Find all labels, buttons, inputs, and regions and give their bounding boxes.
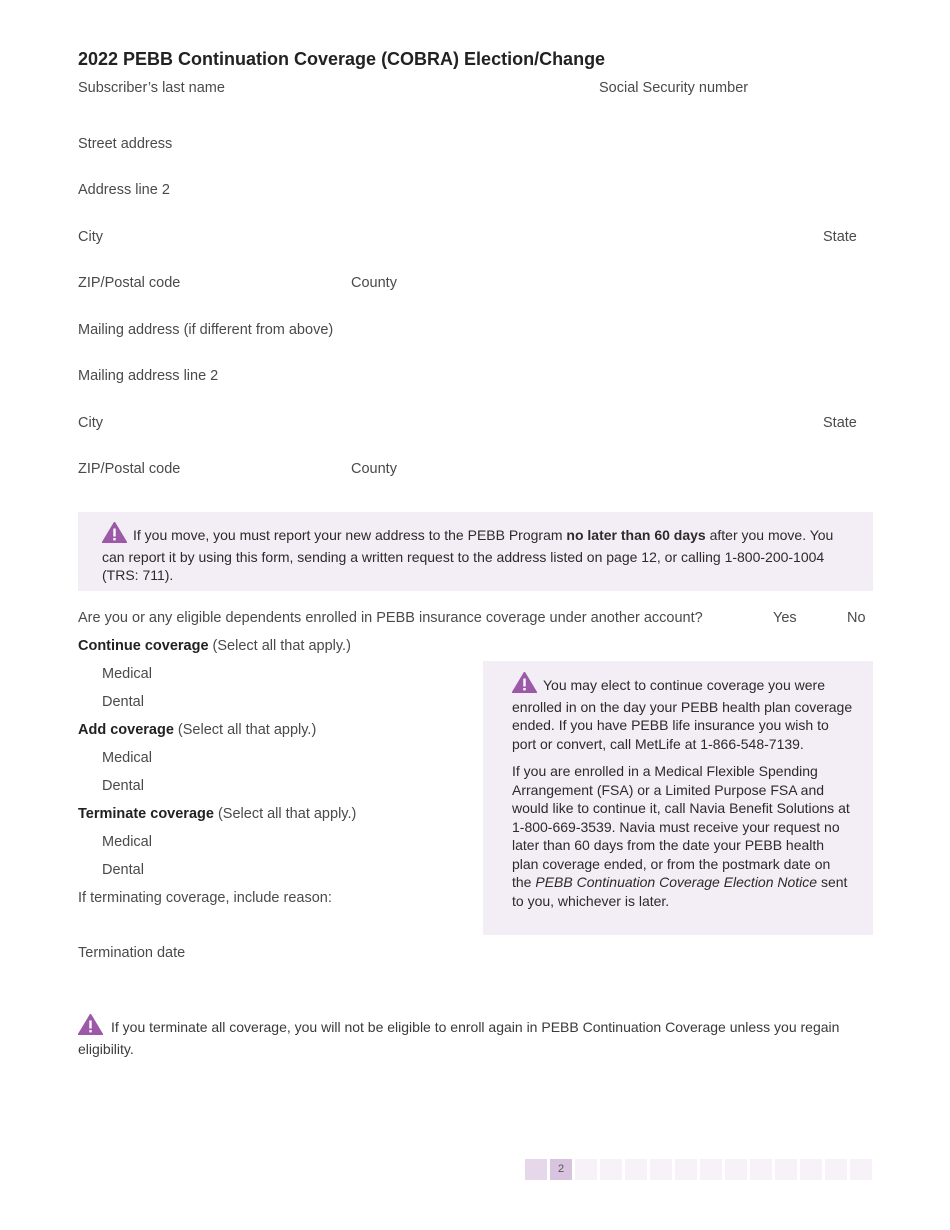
ssn-label: Social Security number xyxy=(599,80,749,96)
fsa-notice-text: If you are enrolled in a Medical Flexible Spending Arrangement (FSA) or a Limited Purpose FSA and would like to continue it, call Navia Benefit Solutions at 1-800-669-3539. Navia must receive your request no later than 60 days from the date your PEBB health plan coverage ended, or from the postmark date on the xyxy=(512,763,850,890)
termination-date-label: Termination date xyxy=(78,945,186,961)
zip-label: ZIP/Postal code xyxy=(78,275,181,291)
termination-reason-label: If terminating coverage, include reason: xyxy=(78,890,332,906)
elect-coverage-notice xyxy=(483,661,873,935)
state-label: State xyxy=(823,229,857,245)
continue-dental-option[interactable]: Dental xyxy=(102,694,144,710)
move-notice-deadline: no later than 60 days xyxy=(566,527,706,543)
add-coverage-heading xyxy=(78,722,316,738)
other-account-question: Are you or any eligible dependents enrolled in PEBB insurance coverage under another account? xyxy=(78,610,703,626)
fsa-notice-document-title: PEBB Continuation Coverage Election Notice xyxy=(535,874,818,890)
continue-coverage-title: Continue coverage xyxy=(78,638,209,654)
page-tab[interactable] xyxy=(700,1159,722,1180)
no-option-label[interactable]: No xyxy=(847,610,866,626)
page-tab[interactable] xyxy=(850,1159,872,1180)
mailing-county-label: County xyxy=(351,461,397,477)
page-tab[interactable] xyxy=(650,1159,672,1180)
terminate-dental-option[interactable]: Dental xyxy=(102,862,144,878)
mailing-city-label: City xyxy=(78,415,103,431)
add-coverage-title: Add coverage xyxy=(78,722,174,738)
warning-triangle-icon xyxy=(512,672,537,698)
county-label: County xyxy=(351,275,397,291)
page-tab[interactable] xyxy=(725,1159,747,1180)
city-label: City xyxy=(78,229,103,245)
page-tab-current[interactable]: 2 xyxy=(550,1159,572,1180)
mailing-zip-label: ZIP/Postal code xyxy=(78,461,181,477)
warning-triangle-icon xyxy=(102,522,127,548)
page-tab-1[interactable] xyxy=(525,1159,547,1180)
page-tab[interactable] xyxy=(775,1159,797,1180)
page-tab[interactable] xyxy=(825,1159,847,1180)
move-notice-text: If you move, you must report your new address to the PEBB Program xyxy=(133,527,567,543)
elect-notice-text: You may elect to continue coverage you were enrolled in on the day your PEBB health plan coverage ended. If you have PEBB life insurance you wish to port or convert, call MetLife at 1-866-548-7139. xyxy=(512,677,853,752)
continue-coverage-heading xyxy=(78,638,351,654)
fsa-notice-text-end: sent to you, whichever is later. xyxy=(512,874,848,909)
last-name-label: Subscriber’s last name xyxy=(78,80,225,96)
continue-coverage-hint: (Select all that apply.) xyxy=(208,638,351,654)
page-tab[interactable] xyxy=(800,1159,822,1180)
page-tab[interactable] xyxy=(675,1159,697,1180)
page-tab[interactable] xyxy=(600,1159,622,1180)
yes-option-label[interactable]: Yes xyxy=(773,610,797,626)
page-title: 2022 PEBB Continuation Coverage (COBRA) Election/Change xyxy=(78,49,606,69)
page-navigation xyxy=(525,1159,872,1180)
mailing-address-label: Mailing address (if different from above) xyxy=(78,322,334,338)
terminate-coverage-heading xyxy=(78,806,356,822)
address-line2-label: Address line 2 xyxy=(78,182,170,198)
terminate-warning xyxy=(78,1014,868,1058)
page-tab[interactable] xyxy=(750,1159,772,1180)
mailing-address-line2-label: Mailing address line 2 xyxy=(78,368,219,384)
warning-triangle-icon xyxy=(78,1014,103,1040)
terminate-warning-text: If you terminate all coverage, you will not be eligible to enroll again in PEBB Continuation Coverage unless you regain eligibility. xyxy=(78,1019,840,1057)
mailing-state-label: State xyxy=(823,415,857,431)
add-medical-option[interactable]: Medical xyxy=(102,750,152,766)
move-notice xyxy=(78,512,873,591)
page-tab[interactable] xyxy=(625,1159,647,1180)
terminate-medical-option[interactable]: Medical xyxy=(102,834,152,850)
page-tab[interactable] xyxy=(575,1159,597,1180)
add-dental-option[interactable]: Dental xyxy=(102,778,144,794)
terminate-coverage-title: Terminate coverage xyxy=(78,806,214,822)
move-notice-text-continued: after you move. You can report it by using this form, sending a written request to the address listed on page 12, or calling 1-800-200-1004 (TRS: 711). xyxy=(102,527,834,583)
street-address-label: Street address xyxy=(78,136,173,152)
continue-medical-option[interactable]: Medical xyxy=(102,666,152,682)
terminate-coverage-hint: (Select all that apply.) xyxy=(213,806,357,822)
add-coverage-hint: (Select all that apply.) xyxy=(173,722,317,738)
